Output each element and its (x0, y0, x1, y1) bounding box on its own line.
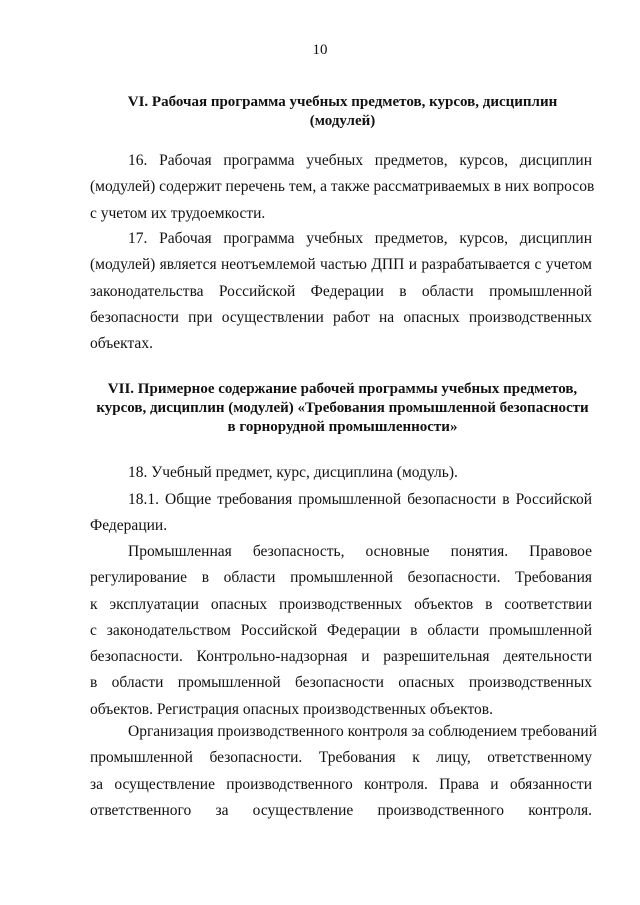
paragraph-basic-line-7: объектов. Регистрация опасных производственных объектов. (90, 700, 493, 718)
paragraph-basic-concepts (90, 539, 592, 723)
paragraph-18-1-line-1: 18.1. Общие требования промышленной безопасности в Российской (128, 491, 592, 508)
paragraph-16-line-1: 16. Рабочая программа учебных предметов, курсов, дисциплин (128, 152, 592, 169)
section-6-heading-line-2: (модулей) (309, 113, 376, 129)
paragraph-production-control (90, 719, 598, 824)
paragraph-control-line-1: Организация производственного контроля за соблюдением требований (128, 723, 598, 740)
paragraph-basic-line-2: регулирование в области промышленной безопасности. Требования (90, 569, 592, 587)
paragraph-18-1-line-2: Федерации. (90, 517, 168, 535)
paragraph-18 (90, 460, 592, 486)
paragraph-17 (90, 226, 592, 357)
section-6-heading (90, 93, 595, 131)
paragraph-control-line-3: за осуществление производственного контроля. Права и обязанности (90, 775, 592, 793)
paragraph-17-line-5: объектах. (90, 335, 153, 353)
paragraph-16-line-2: (модулей) содержит перечень тем, а также рассматриваемых в них вопросов (90, 178, 595, 196)
paragraph-17-line-2: (модулей) является неотъемлемой частью ДПП и разрабатывается с учетом (90, 256, 592, 274)
paragraph-17-line-4: безопасности при осуществлении работ на опасных производственных (90, 308, 592, 326)
paragraph-control-line-2: промышленной безопасности. Требования к лицу, ответственному (90, 749, 592, 767)
section-7-heading (90, 380, 595, 437)
section-7-heading-line-3: в горнорудной промышленности» (227, 419, 458, 435)
paragraph-basic-line-4: с законодательством Российской Федерации в области промышленной (90, 621, 592, 639)
paragraph-control-line-4: ответственного за осуществление производственного контроля. (90, 801, 592, 819)
paragraph-17-line-3: законодательства Российской Федерации в области промышленной (90, 282, 592, 300)
paragraph-basic-line-6: в области промышленной безопасности опасных производственных (90, 674, 592, 692)
paragraph-18-line-1: 18. Учебный предмет, курс, дисциплина (модуль). (128, 464, 458, 481)
section-6-heading-line-1: VI. Рабочая программа учебных предметов, курсов, дисциплин (127, 94, 558, 110)
page-number: 10 (312, 42, 328, 58)
paragraph-17-line-1: 17. Рабочая программа учебных предметов, курсов, дисциплин (128, 230, 592, 247)
section-7-heading-line-2: курсов, дисциплин (модулей) «Требования промышленной безопасности (96, 400, 589, 416)
paragraph-18-1 (90, 487, 592, 540)
section-7-heading-line-1: VII. Примерное содержание рабочей программы учебных предметов, (107, 381, 578, 397)
paragraph-basic-line-3: к эксплуатации опасных производственных объектов в соответствии (90, 595, 592, 613)
paragraph-16-line-3: с учетом их трудоемкости. (90, 204, 266, 222)
paragraph-basic-line-1: Промышленная безопасность, основные понятия. Правовое (128, 543, 592, 560)
paragraph-basic-line-5: безопасности. Контрольно-надзорная и разрешительная деятельности (90, 648, 592, 666)
paragraph-16 (90, 148, 595, 227)
